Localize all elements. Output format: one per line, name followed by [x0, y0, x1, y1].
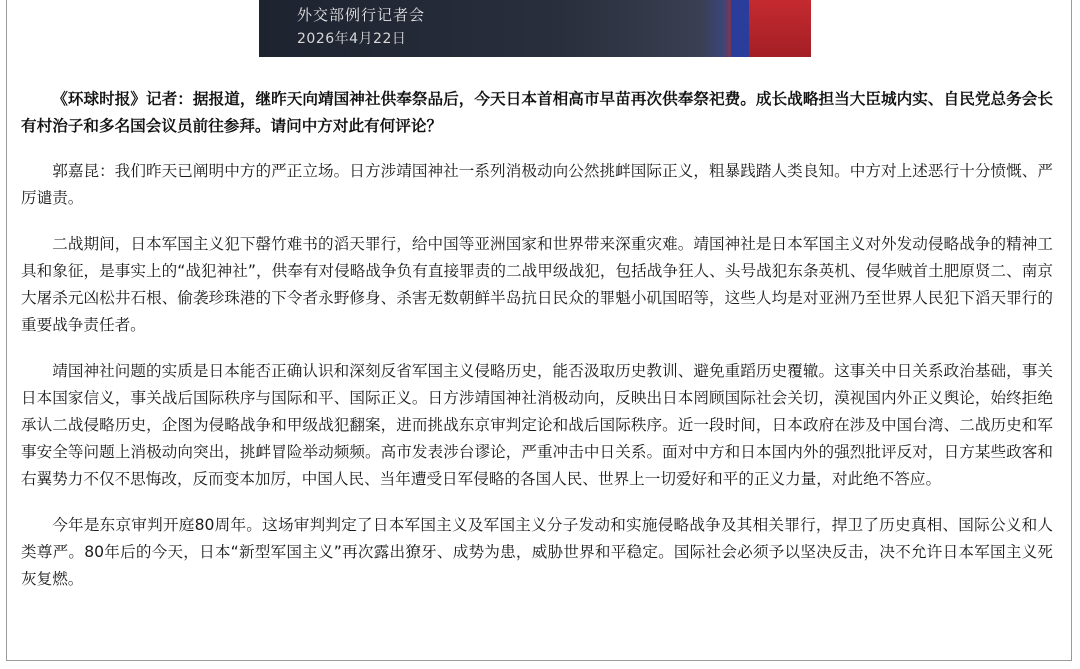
answer-paragraph-4: 今年是东京审判开庭80周年。这场审判判定了日本军国主义及军国主义分子发动和实施侵略战争及其相关罪行，捍卫了历史真相、国际公义和人类尊严。80年后的今天，日本“新型军国主义”再次露出獠牙、成势为患，威胁世界和平稳定。国际社会必须予以坚决反击，决不允许日本军国主义死灰复燃。 — [21, 516, 1053, 588]
reporter-question: 《环球时报》记者：据报道，继昨天向靖国神社供奉祭品后，今天日本首相高市早苗再次供奉祭祀费。成长战略担当大臣城内实、自民党总务会长有村治子和多名国会议员前往参拜。请问中方对此有何评论？ — [21, 90, 1053, 135]
flag-red — [749, 0, 811, 57]
answer-paragraph-1: 郭嘉昆：我们昨天已阐明中方的严正立场。日方涉靖国神社一系列消极动向公然挑衅国际正义，粗暴践踏人类良知。中方对上述恶行十分愤慨、严厉谴责。 — [21, 162, 1053, 207]
flag-stripe-blue — [731, 0, 751, 57]
banner-date: 2026年4月22日 — [297, 31, 407, 47]
press-conference-banner-image — [259, 0, 811, 57]
answer-paragraph-3: 靖国神社问题的实质是日本能否正确认识和深刻反省军国主义侵略历史，能否汲取历史教训、避免重蹈历史覆辙。这事关中日关系政治基础，事关日本国家信义，事关战后国际秩序与国际和平、国际正义。日方涉靖国神社消极动向，反映出日本罔顾国际社会关切，漠视国内外正义舆论，始终拒绝承认二战侵略历史，企图为侵略战争和甲级战犯翻案，进而挑战东京审判定论和战后国际秩序。近一段时间，日本政府在涉及中国台湾、二战历史和军事安全等问题上消极动向突出，挑衅冒险举动频频。高市发表涉台谬论，严重冲击中日关系。面对中方和日本国内外的强烈批评反对，日方某些政客和右翼势力不仅不思悔改，反而变本加厉，中国人民、当年遭受日军侵略的各国人民、世界上一切爱好和平的正义力量，对此绝不答应。 — [21, 362, 1053, 488]
banner-title: 外交部例行记者会 — [297, 6, 426, 24]
answer-paragraph-2: 二战期间，日本军国主义犯下罄竹难书的滔天罪行，给中国等亚洲国家和世界带来深重灾难。靖国神社是日本军国主义对外发动侵略战争的精神工具和象征，是事实上的“战犯神社”，供奉有对侵略战争负有直接罪责的二战甲级战犯，包括战争狂人、头号战犯东条英机、侵华贼首土肥原贤二、南京大屠杀元凶松井石根、偷袭珍珠港的下令者永野修身、杀害无数朝鲜半岛抗日民众的罪魁小矶国昭等，这些人均是对亚洲乃至世界人民犯下滔天罪行的重要战争责任者。 — [21, 235, 1053, 334]
article-body — [21, 86, 1053, 593]
